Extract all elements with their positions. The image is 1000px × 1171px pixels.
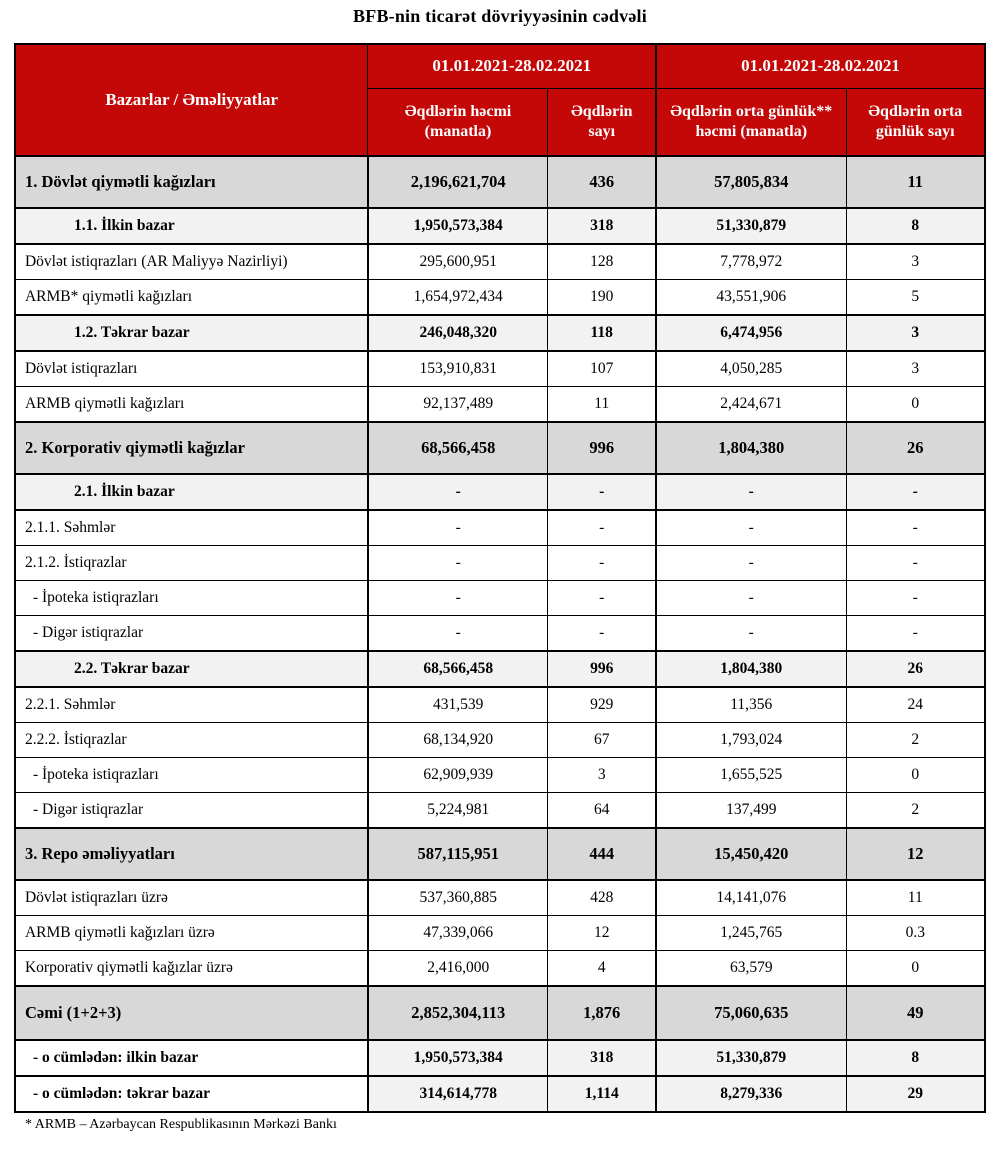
- table-row: [15, 986, 985, 1040]
- period-header-daily-group: 01.01.2021-28.02.2021: [656, 44, 985, 88]
- row-value: 1,114: [548, 1076, 656, 1112]
- row-value: -: [846, 474, 985, 510]
- row-label: ARMB qiymətli kağızları: [15, 387, 368, 423]
- row-value: 0: [846, 951, 985, 987]
- row-value: 3: [548, 758, 656, 793]
- row-value: 29: [846, 1076, 985, 1112]
- table-row: [15, 828, 985, 880]
- row-value: 0.3: [846, 916, 985, 951]
- row-value: 431,539: [368, 687, 548, 723]
- row-label: 2. Korporativ qiymətli kağızlar: [15, 422, 368, 474]
- row-value: -: [368, 581, 548, 616]
- row-value: 1,876: [548, 986, 656, 1040]
- row-value: -: [548, 510, 656, 546]
- row-value: 8: [846, 208, 985, 244]
- trade-turnover-table: [14, 43, 986, 1113]
- row-value: 153,910,831: [368, 351, 548, 387]
- row-value: -: [846, 546, 985, 581]
- row-value: 1,950,573,384: [368, 208, 548, 244]
- row-value: 428: [548, 880, 656, 916]
- row-label: - Digər istiqrazlar: [15, 793, 368, 829]
- row-value: 295,600,951: [368, 244, 548, 280]
- row-value: 2: [846, 723, 985, 758]
- row-value: 6,474,956: [656, 315, 846, 351]
- row-value: -: [656, 510, 846, 546]
- row-value: 2,416,000: [368, 951, 548, 987]
- row-value: 12: [548, 916, 656, 951]
- row-value: 11,356: [656, 687, 846, 723]
- table-row: [15, 723, 985, 758]
- row-value: 246,048,320: [368, 315, 548, 351]
- row-value: 43,551,906: [656, 280, 846, 316]
- row-value: -: [656, 474, 846, 510]
- column-header-deal-volume: Əqdlərin həcmi (manatla): [368, 88, 548, 156]
- row-label: - o cümlədən: təkrar bazar: [15, 1076, 368, 1112]
- row-value: 11: [846, 156, 985, 208]
- row-value: 4,050,285: [656, 351, 846, 387]
- row-value: -: [846, 581, 985, 616]
- row-value: 444: [548, 828, 656, 880]
- row-value: 8,279,336: [656, 1076, 846, 1112]
- column-header-deal-count: Əqdlərin sayı: [548, 88, 656, 156]
- table-row: [15, 422, 985, 474]
- row-label: 1. Dövlət qiymətli kağızları: [15, 156, 368, 208]
- row-value: -: [656, 616, 846, 652]
- row-value: 24: [846, 687, 985, 723]
- row-label: - İpoteka istiqrazları: [15, 581, 368, 616]
- row-value: 996: [548, 651, 656, 687]
- row-value: 190: [548, 280, 656, 316]
- row-label: Dövlət istiqrazları üzrə: [15, 880, 368, 916]
- row-label: - İpoteka istiqrazları: [15, 758, 368, 793]
- row-value: 11: [846, 880, 985, 916]
- column-header-avg-daily-count: Əqdlərin orta günlük sayı: [846, 88, 985, 156]
- row-value: -: [656, 581, 846, 616]
- row-value: -: [548, 616, 656, 652]
- table-row: [15, 758, 985, 793]
- row-value: 75,060,635: [656, 986, 846, 1040]
- table-row: [15, 916, 985, 951]
- row-value: 3: [846, 244, 985, 280]
- row-value: 51,330,879: [656, 208, 846, 244]
- table-body: [15, 156, 985, 1112]
- row-value: 2,852,304,113: [368, 986, 548, 1040]
- row-label: 1.2. Təkrar bazar: [15, 315, 368, 351]
- row-value: 537,360,885: [368, 880, 548, 916]
- row-label: Korporativ qiymətli kağızlar üzrə: [15, 951, 368, 987]
- row-value: 26: [846, 422, 985, 474]
- table-row: [15, 951, 985, 987]
- row-value: -: [846, 616, 985, 652]
- row-value: -: [368, 546, 548, 581]
- row-value: -: [548, 581, 656, 616]
- row-value: 5,224,981: [368, 793, 548, 829]
- table-row: [15, 510, 985, 546]
- table-row: [15, 156, 985, 208]
- row-label: 2.2.1. Səhmlər: [15, 687, 368, 723]
- row-label: Cəmi (1+2+3): [15, 986, 368, 1040]
- row-value: 68,566,458: [368, 422, 548, 474]
- row-value: 12: [846, 828, 985, 880]
- row-value: 68,134,920: [368, 723, 548, 758]
- row-value: 2,196,621,704: [368, 156, 548, 208]
- page-title: BFB-nin ticarət dövriyyəsinin cədvəli: [353, 6, 647, 26]
- table-row: [15, 280, 985, 316]
- row-value: 2: [846, 793, 985, 829]
- row-value: 51,330,879: [656, 1040, 846, 1076]
- row-value: 107: [548, 351, 656, 387]
- table-row: [15, 687, 985, 723]
- row-label: 2.1.1. Səhmlər: [15, 510, 368, 546]
- row-value: -: [548, 546, 656, 581]
- row-label: 3. Repo əməliyyatları: [15, 828, 368, 880]
- row-label: - o cümlədən: ilkin bazar: [15, 1040, 368, 1076]
- row-value: 67: [548, 723, 656, 758]
- row-label: - Digər istiqrazlar: [15, 616, 368, 652]
- column-header-avg-daily-volume: Əqdlərin orta günlük** həcmi (manatla): [656, 88, 846, 156]
- row-value: 587,115,951: [368, 828, 548, 880]
- period-header-volume-group: 01.01.2021-28.02.2021: [368, 44, 656, 88]
- table-row: [15, 474, 985, 510]
- row-value: 15,450,420: [656, 828, 846, 880]
- row-value: 436: [548, 156, 656, 208]
- row-value: 62,909,939: [368, 758, 548, 793]
- row-label: ARMB* qiymətli kağızları: [15, 280, 368, 316]
- row-label: 2.2. Təkrar bazar: [15, 651, 368, 687]
- row-value: -: [368, 510, 548, 546]
- table-row: [15, 387, 985, 423]
- row-label: Dövlət istiqrazları (AR Maliyyə Nazirliyi): [15, 244, 368, 280]
- table-row: [15, 793, 985, 829]
- row-value: 8: [846, 1040, 985, 1076]
- row-value: -: [846, 510, 985, 546]
- row-value: 3: [846, 351, 985, 387]
- table-row: [15, 581, 985, 616]
- row-value: 0: [846, 387, 985, 423]
- row-value: -: [368, 474, 548, 510]
- row-value: 1,950,573,384: [368, 1040, 548, 1076]
- row-value: -: [656, 546, 846, 581]
- row-value: 314,614,778: [368, 1076, 548, 1112]
- table-row: [15, 244, 985, 280]
- row-value: 128: [548, 244, 656, 280]
- row-label: Dövlət istiqrazları: [15, 351, 368, 387]
- table-row: [15, 1040, 985, 1076]
- row-value: 4: [548, 951, 656, 987]
- table-row: [15, 880, 985, 916]
- table-row: [15, 351, 985, 387]
- row-value: 7,778,972: [656, 244, 846, 280]
- row-value: 0: [846, 758, 985, 793]
- row-value: 318: [548, 1040, 656, 1076]
- row-value: 1,804,380: [656, 422, 846, 474]
- table-row: [15, 546, 985, 581]
- row-value: 64: [548, 793, 656, 829]
- table-row: [15, 315, 985, 351]
- row-value: 137,499: [656, 793, 846, 829]
- row-value: 1,655,525: [656, 758, 846, 793]
- table-header: [15, 44, 985, 156]
- period-header-row: [15, 44, 985, 88]
- row-value: -: [368, 616, 548, 652]
- row-value: 68,566,458: [368, 651, 548, 687]
- row-value: 2,424,671: [656, 387, 846, 423]
- row-label: 2.1. İlkin bazar: [15, 474, 368, 510]
- row-value: 26: [846, 651, 985, 687]
- row-value: 92,137,489: [368, 387, 548, 423]
- row-value: 996: [548, 422, 656, 474]
- row-label: ARMB qiymətli kağızları üzrə: [15, 916, 368, 951]
- row-value: 1,804,380: [656, 651, 846, 687]
- row-value: -: [548, 474, 656, 510]
- row-value: 63,579: [656, 951, 846, 987]
- row-value: 47,339,066: [368, 916, 548, 951]
- row-value: 1,654,972,434: [368, 280, 548, 316]
- row-value: 1,245,765: [656, 916, 846, 951]
- table-row: [15, 208, 985, 244]
- row-value: 1,793,024: [656, 723, 846, 758]
- row-value: 14,141,076: [656, 880, 846, 916]
- table-row: [15, 651, 985, 687]
- row-value: 318: [548, 208, 656, 244]
- row-label: 2.2.2. İstiqrazlar: [15, 723, 368, 758]
- row-value: 3: [846, 315, 985, 351]
- footnote-armb: * ARMB – Azərbaycan Respublikasının Mərkəzi Bankı: [25, 1117, 337, 1132]
- row-value: 118: [548, 315, 656, 351]
- row-value: 49: [846, 986, 985, 1040]
- row-value: 57,805,834: [656, 156, 846, 208]
- row-value: 929: [548, 687, 656, 723]
- table-row: [15, 1076, 985, 1112]
- row-value: 11: [548, 387, 656, 423]
- row-label: 1.1. İlkin bazar: [15, 208, 368, 244]
- corner-header-markets-operations: Bazarlar / Əməliyyatlar: [15, 44, 368, 156]
- table-row: [15, 616, 985, 652]
- row-value: 5: [846, 280, 985, 316]
- row-label: 2.1.2. İstiqrazlar: [15, 546, 368, 581]
